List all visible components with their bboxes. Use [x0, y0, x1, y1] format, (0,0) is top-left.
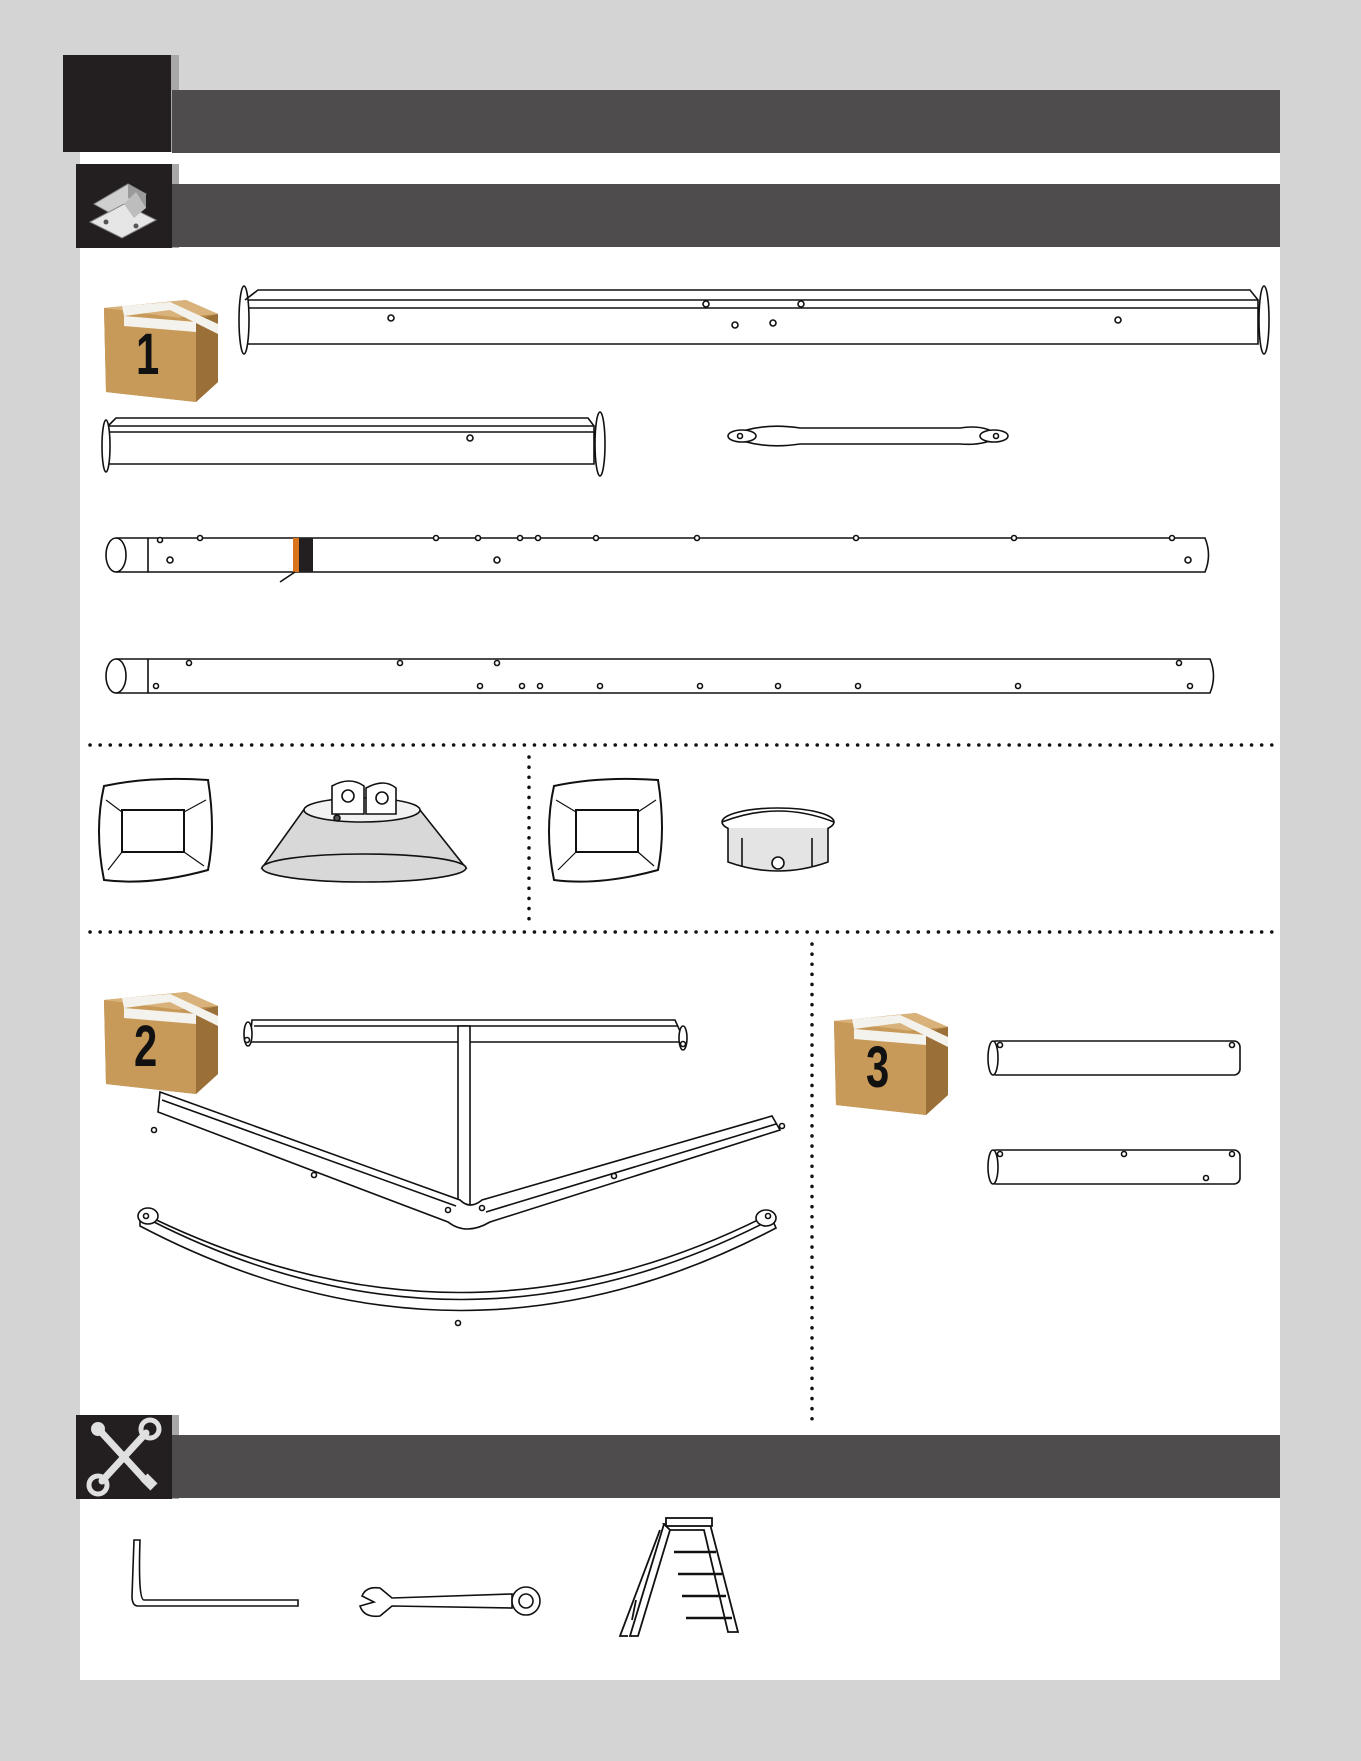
a-frame-center-post: [458, 1026, 470, 1212]
box-2: [100, 972, 222, 1094]
pipe-end-cap: [722, 808, 834, 871]
short-crossbeam: [102, 412, 605, 476]
box-number-2: 2: [134, 1014, 158, 1079]
long-leg-pipe: [106, 536, 1209, 583]
hex-key-tool: [132, 1540, 298, 1606]
step-ladder-tool: [620, 1518, 738, 1636]
long-crossbeam: [239, 286, 1269, 354]
box-1: [100, 280, 222, 402]
dotted-separators: [90, 745, 1275, 1420]
short-pipe-b: [988, 1150, 1240, 1184]
combination-wrench-tool: [360, 1587, 540, 1616]
hardware-bag-b: [549, 779, 662, 882]
short-pipe-a: [988, 1041, 1240, 1075]
box-3: [830, 993, 952, 1115]
box-number-1: 1: [136, 322, 160, 387]
swing-strap: [728, 426, 1008, 446]
box-number-3: 3: [866, 1035, 890, 1100]
hardware-bag-a: [99, 779, 212, 882]
second-leg-pipe: [106, 659, 1214, 693]
ground-anchor-base: [262, 781, 466, 882]
